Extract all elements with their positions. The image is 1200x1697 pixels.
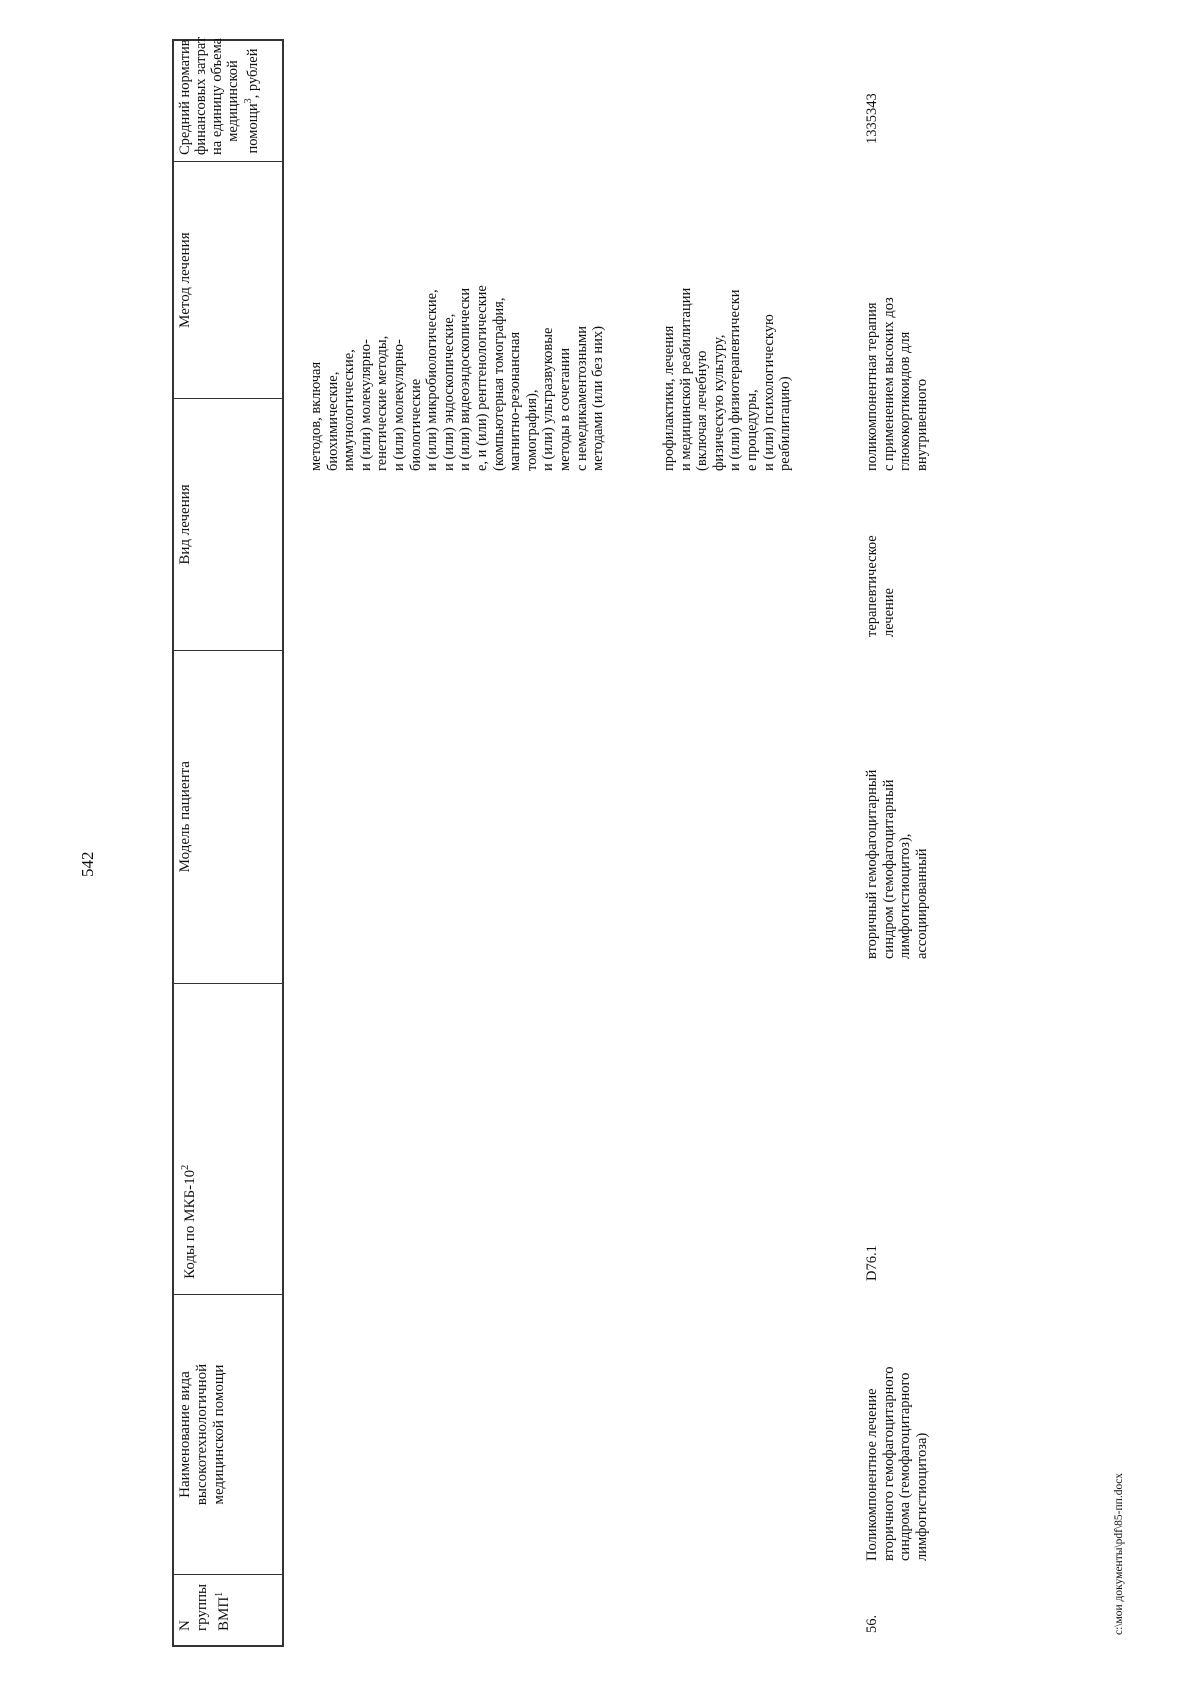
header-icd-codes-label: Коды по МКБ-10 <box>182 1169 198 1279</box>
page-number: 542 <box>78 851 97 877</box>
header-patient-model: Модель пациента <box>174 650 282 983</box>
table-header <box>172 36 284 1647</box>
header-treatment-method: Метод лечения <box>174 161 282 398</box>
method-continuation-part1: методов, включая биохимические, иммунологические, и (или) молекулярно- генетические методы, и (или) молекулярно- биологические и (или) микробиологические, и (или) эндоскопические, и (или) видеоэндоскопически е, и (или) рентгенологические (компьютерная томография, магнитно-резонансная томография), и (или) ультразвуковые методы в сочетании с немедикаментозными методами (или без них) <box>308 285 607 471</box>
footnote-marker: 1 <box>214 1591 225 1597</box>
header-icd-codes <box>174 983 282 1294</box>
header-treatment-type: Вид лечения <box>174 398 282 649</box>
row-cost-standard: 1335343 <box>864 93 880 144</box>
header-group-number <box>174 1574 282 1645</box>
footnote-marker: 2 <box>180 1164 191 1170</box>
header-group-number-label: N группы ВМП <box>177 1583 232 1631</box>
row-care-type-name: Поликомпонентное лечение вторичного гемофагоцитарного синдрома (гемофагоцитарного лимфогистиоцитоза) <box>864 1366 930 1561</box>
header-cost-standard-label: Средний норматив финансовых затрат на единицу объема медицинской помощи <box>177 36 261 155</box>
footnote-marker: 3 <box>243 98 254 104</box>
header-cost-standard-suffix: , рублей <box>244 48 261 99</box>
footer-file-path: c:\мои документы\pdf\85-пп.docx <box>1113 1472 1125 1635</box>
row-treatment-method: поликомпонентная терапия с применением высоких доз глюкокортикоидов для внутривенного <box>864 297 930 471</box>
method-continuation-part2: профилактики, лечения и медицинской реабилитации (включая лечебную физическую культуру, и (или) физиотерапевтически е процедуры, и (или) психологическую реабилитацию) <box>661 287 794 471</box>
row-treatment-type: терапевтическое лечение <box>864 535 897 637</box>
row-icd-codes: D76.1 <box>864 1245 880 1281</box>
row-patient-model: вторичный гемофагоцитарный синдром (гемофагоцитарный лимфогистиоцитоз), ассоциированный <box>864 769 930 959</box>
header-cost-standard <box>174 36 282 161</box>
header-care-type-name: Наименование вида высокотехнологичной медицинской помощи <box>174 1294 282 1574</box>
row-number: 56. <box>864 1614 880 1633</box>
